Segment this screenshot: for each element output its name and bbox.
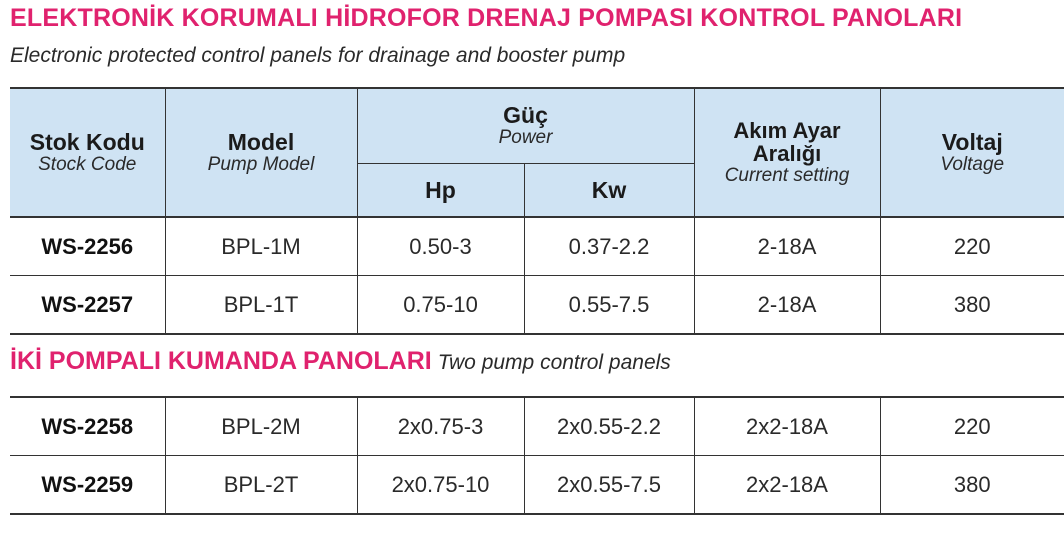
- section-title-en: Two pump control panels: [437, 351, 671, 374]
- section-title: [10, 347, 671, 376]
- current-cell: 2x2-18A: [694, 397, 880, 456]
- voltage-cell: 380: [880, 276, 1064, 335]
- header-hp: Hp: [357, 164, 524, 218]
- hp-cell: 2x0.75-3: [357, 397, 524, 456]
- hp-cell: 2x0.75-10: [357, 456, 524, 515]
- hp-cell: 0.75-10: [357, 276, 524, 335]
- model-cell: BPL-1T: [165, 276, 357, 335]
- header-voltage: Voltaj Voltage: [880, 88, 1064, 217]
- header-model: Model Pump Model: [165, 88, 357, 217]
- kw-cell: 0.37-2.2: [524, 217, 694, 276]
- panels-table: [10, 87, 1064, 335]
- current-cell: 2-18A: [694, 217, 880, 276]
- header-current-setting: Akım Ayar Aralığı Current setting: [694, 88, 880, 217]
- section-title-tr: İKİ POMPALI KUMANDA PANOLARI: [10, 347, 432, 375]
- table-row: [10, 397, 1064, 456]
- stock-code-cell: WS-2258: [10, 397, 165, 456]
- stock-code-cell: WS-2259: [10, 456, 165, 515]
- table-row: [10, 276, 1064, 335]
- hp-cell: 0.50-3: [357, 217, 524, 276]
- table-row: [10, 456, 1064, 515]
- header-kw: Kw: [524, 164, 694, 218]
- header-stock-code: Stok Kodu Stock Code: [10, 88, 165, 217]
- voltage-cell: 380: [880, 456, 1064, 515]
- current-cell: 2-18A: [694, 276, 880, 335]
- stock-code-cell: WS-2256: [10, 217, 165, 276]
- voltage-cell: 220: [880, 217, 1064, 276]
- voltage-cell: 220: [880, 397, 1064, 456]
- kw-cell: 2x0.55-7.5: [524, 456, 694, 515]
- header-power: Güç Power: [357, 88, 694, 164]
- page-subtitle: Electronic protected control panels for drainage and booster pump: [10, 44, 626, 67]
- kw-cell: 2x0.55-2.2: [524, 397, 694, 456]
- stock-code-cell: WS-2257: [10, 276, 165, 335]
- model-cell: BPL-2M: [165, 397, 357, 456]
- two-pump-panels-table: [10, 396, 1064, 515]
- model-cell: BPL-1M: [165, 217, 357, 276]
- page-title: ELEKTRONİK KORUMALI HİDROFOR DRENAJ POMPASI KONTROL PANOLARI: [10, 4, 963, 32]
- table-row: [10, 217, 1064, 276]
- current-cell: 2x2-18A: [694, 456, 880, 515]
- kw-cell: 0.55-7.5: [524, 276, 694, 335]
- model-cell: BPL-2T: [165, 456, 357, 515]
